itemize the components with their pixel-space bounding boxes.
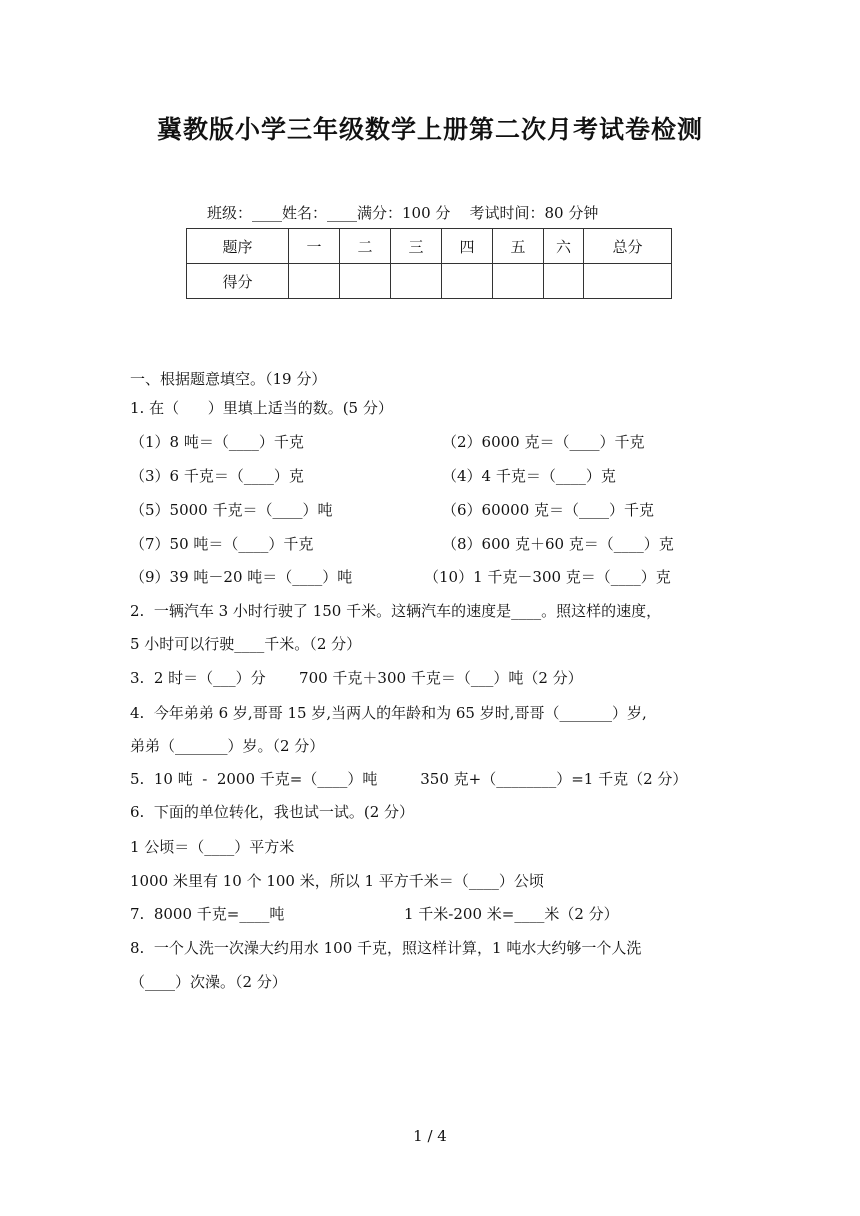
table-header-cell: 六 [544,229,584,264]
score-cell[interactable] [493,264,544,299]
table-header-cell: 总分 [584,229,672,264]
score-cell[interactable] [584,264,672,299]
section-heading: 一、根据题意填空。（19 分） [130,370,327,388]
table-header-cell: 一 [289,229,340,264]
question-1-item: （6）60000 克＝（____）千克 [442,501,655,519]
score-table-score-row [187,264,672,299]
question-6-line1: 1 公顷＝（____）平方米 [130,838,295,856]
document-title: 冀教版小学三年级数学上册第二次月考试卷检测 [156,115,703,144]
score-cell[interactable] [340,264,391,299]
question-1-item: （7）50 吨＝（____）千克 [130,535,314,553]
question-1-item: （1）8 吨＝（____）千克 [130,433,304,451]
table-header-cell: 二 [340,229,391,264]
score-cell[interactable] [391,264,442,299]
question-3: 3. 2 时＝（___）分 700 千克＋300 千克＝（___）吨（2 分） [130,669,583,687]
question-5: 5. 10 吨 - 2000 千克=（____）吨 350 克+（________）=1 千克（2 分） [130,770,688,788]
question-7-part-a: 7. 8000 千克=____吨 [130,905,285,923]
score-cell[interactable] [544,264,584,299]
question-1-item: （9）39 吨－20 吨＝（____）吨 [130,568,353,586]
question-1-item: （4）4 千克＝（____）克 [442,467,616,485]
question-1-item: （8）600 克＋60 克＝（____）克 [442,535,674,553]
score-cell[interactable] [442,264,493,299]
question-1-stem: 1. 在（ ）里填上适当的数。(5 分） [130,399,393,417]
table-header-cell: 五 [493,229,544,264]
question-4-line2: 弟弟（_______）岁。（2 分） [130,737,325,755]
score-table [186,228,672,299]
question-1-item: （5）5000 千克＝（____）吨 [130,501,333,519]
page-number: 1 / 4 [413,1127,447,1145]
table-row-label: 得分 [187,264,289,299]
question-8-line2: （____）次澡。（2 分） [130,973,287,991]
question-1-item: （3）6 千克＝（____）克 [130,467,304,485]
score-table-header-row [187,229,672,264]
question-8-line1: 8. 一个人洗一次澡大约用水 100 千克，照这样计算，1 吨水大约够一个人洗 [130,939,642,957]
question-1-item: （2）6000 克＝（____）千克 [442,433,645,451]
question-2-line2: 5 小时可以行驶____千米。（2 分） [130,635,362,653]
question-7-part-b: 1 千米-200 米=____米（2 分） [404,905,619,923]
question-6-line2: 1000 米里有 10 个 100 米，所以 1 平方千米＝（____）公顷 [130,872,544,890]
question-4-line1: 4. 今年弟弟 6 岁,哥哥 15 岁,当两人的年龄和为 65 岁时,哥哥（_______）岁, [130,704,647,722]
exam-info-line: 班级：____姓名：____满分：100 分 考试时间：80 分钟 [207,204,599,222]
table-header-cell: 题序 [187,229,289,264]
question-1-item: （10）1 千克－300 克＝（____）克 [424,568,671,586]
table-header-cell: 三 [391,229,442,264]
table-header-cell: 四 [442,229,493,264]
question-6-stem: 6. 下面的单位转化，我也试一试。(2 分） [130,803,415,821]
question-2-line1: 2. 一辆汽车 3 小时行驶了 150 千米。这辆汽车的速度是____。照这样的速度， [130,602,662,620]
score-cell[interactable] [289,264,340,299]
